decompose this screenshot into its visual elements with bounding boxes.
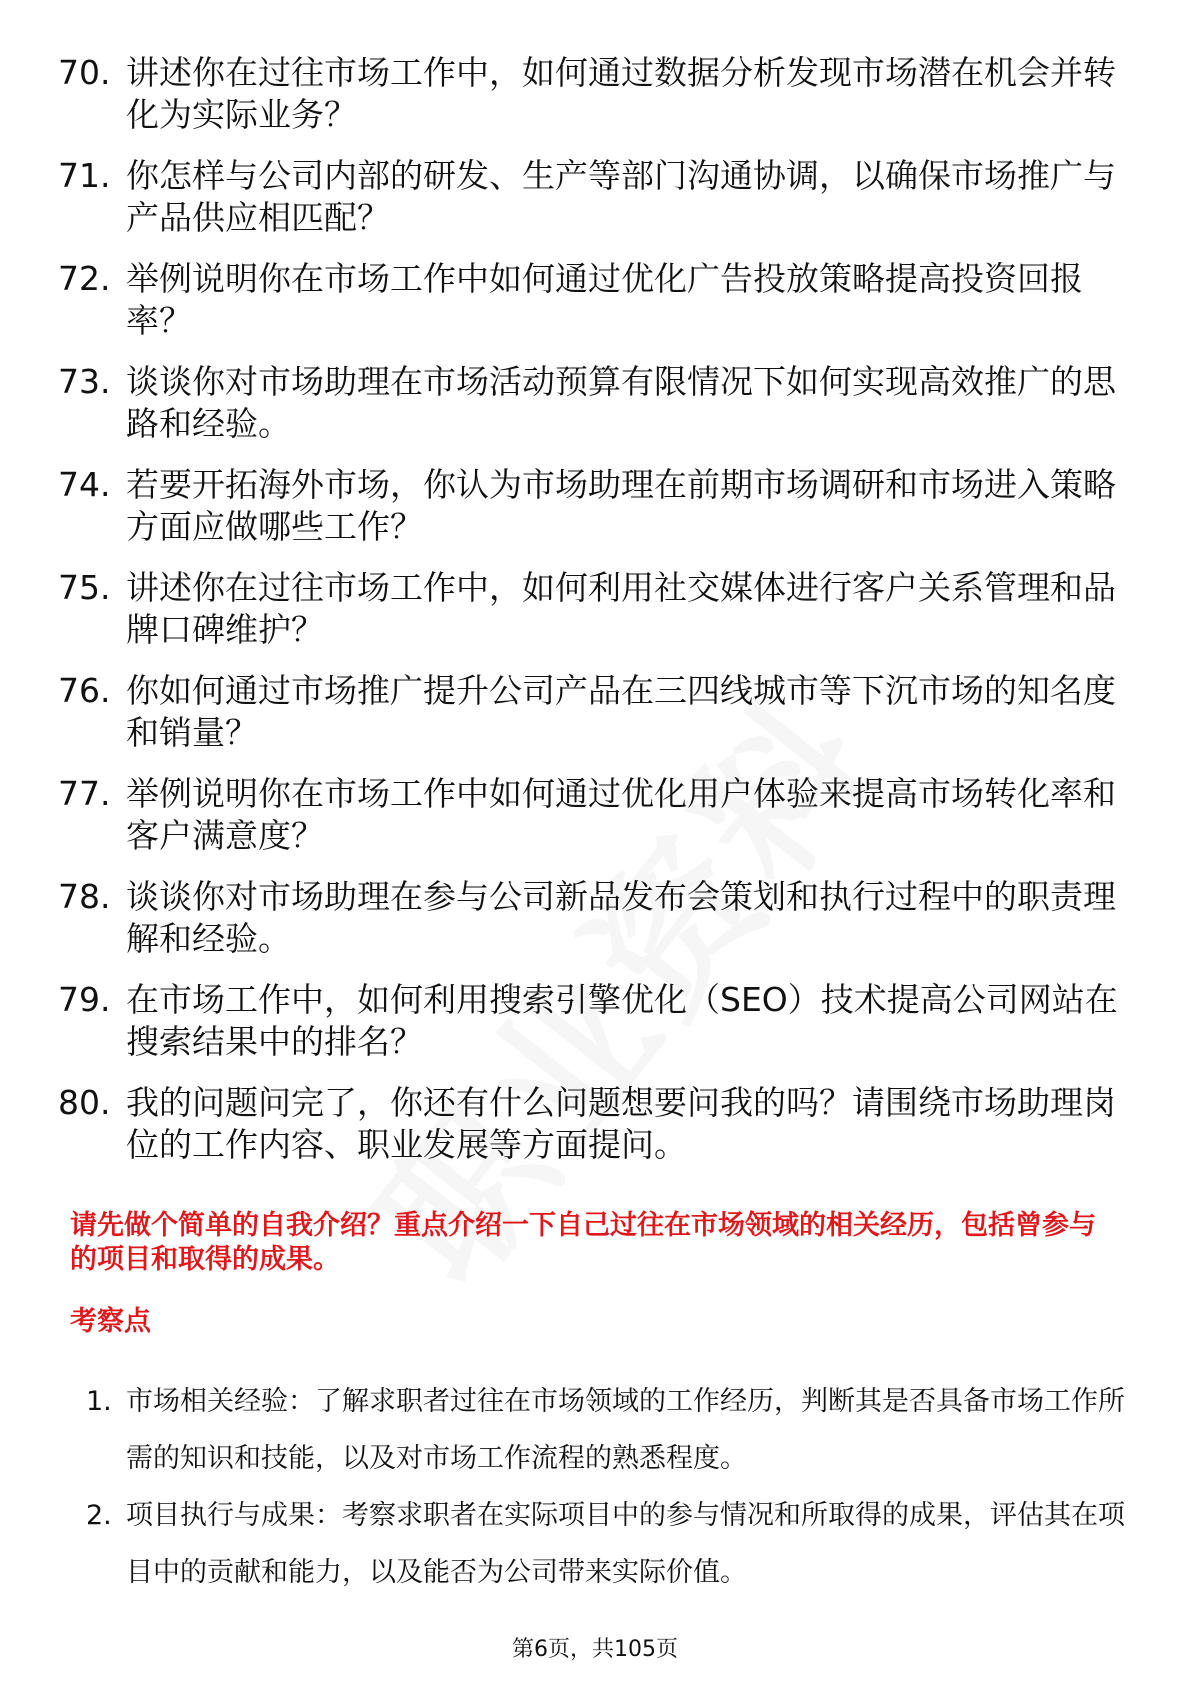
question-item [58, 52, 1118, 136]
point-text: 项目执行与成果：考察求职者在实际项目中的参与情况和所取得的成果，评估其在项目中的贡献和能力，以及能否为公司带来实际价值。 [126, 1500, 1125, 1588]
question-number: 71. [58, 156, 111, 195]
question-item [58, 979, 1118, 1063]
question-item [58, 361, 1118, 445]
point-text: 市场相关经验：了解求职者过往在市场领域的工作经历，判断其是否具备市场工作所需的知识和技能，以及对市场工作流程的熟悉程度。 [126, 1386, 1125, 1474]
intro-question: 请先做个简单的自我介绍？重点介绍一下自己过往在市场领域的相关经历，包括曾参与的项目和取得的成果。 [70, 1210, 1096, 1275]
question-number: 72. [58, 259, 111, 298]
question-number: 77. [58, 774, 111, 813]
question-text: 谈谈你对市场助理在市场活动预算有限情况下如何实现高效推广的思路和经验。 [126, 362, 1116, 443]
question-text: 举例说明你在市场工作中如何通过优化广告投放策略提高投资回报率？ [126, 259, 1083, 340]
question-text: 举例说明你在市场工作中如何通过优化用户体验来提高市场转化率和客户满意度？ [126, 774, 1116, 855]
point-number: 2. [86, 1500, 112, 1531]
assessment-point [86, 1487, 1126, 1601]
question-number: 70. [58, 53, 111, 92]
question-item [58, 258, 1118, 342]
question-number: 74. [58, 465, 111, 504]
question-number: 75. [58, 568, 111, 607]
question-number: 76. [58, 671, 111, 710]
section-title: 考察点 [70, 1306, 151, 1337]
question-text: 若要开拓海外市场，你认为市场助理在前期市场调研和市场进入策略方面应做哪些工作？ [126, 465, 1116, 546]
question-number: 80. [58, 1083, 111, 1122]
question-item [58, 1082, 1118, 1166]
question-text: 讲述你在过往市场工作中，如何通过数据分析发现市场潜在机会并转化为实际业务？ [126, 53, 1116, 134]
question-number: 78. [58, 877, 111, 916]
question-text: 谈谈你对市场助理在参与公司新品发布会策划和执行过程中的职责理解和经验。 [126, 877, 1116, 958]
assessment-point [86, 1373, 1126, 1487]
question-item [58, 155, 1118, 239]
question-list [58, 52, 1118, 1185]
question-text: 在市场工作中，如何利用搜索引擎优化（SEO）技术提高公司网站在搜索结果中的排名？ [126, 980, 1118, 1061]
question-text: 你如何通过市场推广提升公司产品在三四线城市等下沉市场的知名度和销量？ [126, 671, 1116, 752]
question-text: 我的问题问完了，你还有什么问题想要问我的吗？请围绕市场助理岗位的工作内容、职业发展等方面提问。 [126, 1083, 1116, 1164]
question-number: 79. [58, 980, 111, 1019]
assessment-points [86, 1373, 1126, 1601]
question-item [58, 670, 1118, 754]
point-number: 1. [86, 1386, 112, 1417]
question-item [58, 773, 1118, 857]
question-number: 73. [58, 362, 111, 401]
question-item [58, 567, 1118, 651]
question-item [58, 464, 1118, 548]
page-footer: 第6页，共105页 [512, 1637, 678, 1662]
question-text: 你怎样与公司内部的研发、生产等部门沟通协调，以确保市场推广与产品供应相匹配？ [126, 156, 1116, 237]
question-text: 讲述你在过往市场工作中，如何利用社交媒体进行客户关系管理和品牌口碑维护？ [126, 568, 1116, 649]
question-item [58, 876, 1118, 960]
